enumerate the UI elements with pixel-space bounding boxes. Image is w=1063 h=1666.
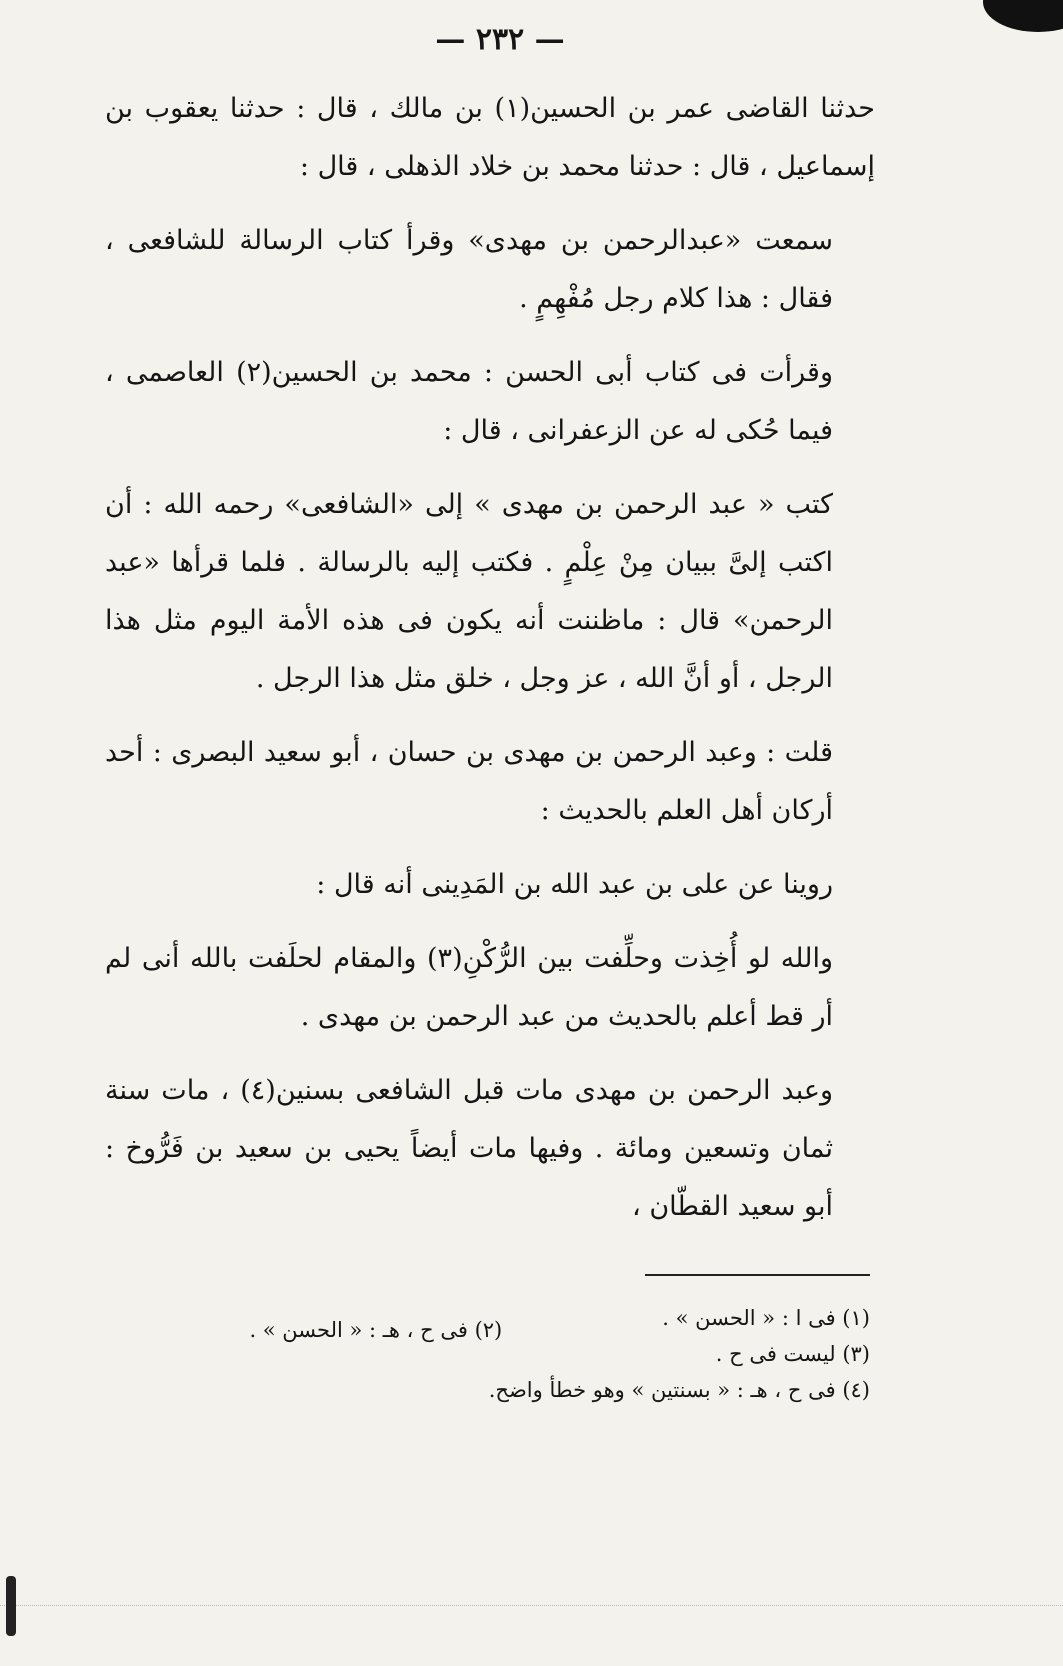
footnote-row-1 bbox=[249, 1300, 870, 1342]
page-number: — ٢٣٢ — bbox=[435, 22, 565, 57]
main-text bbox=[105, 80, 875, 1252]
paragraph-8: وعبد الرحمن بن مهدى مات قبل الشافعى بسنين(٤) ، مات سنة ثمان وتسعين ومائة . وفيها مات أيضاً يحيى بن سعيد بن فَرُّوخ : أبو سعيد القطّان ، bbox=[105, 1075, 833, 1222]
paragraph-7: والله لو أُخِذت وحلِّفت بين الرُّكْنِ(٣) والمقام لحلَفت بالله أنى لم أر قط أعلم بالحديث من عبد الرحمن بن مهدى . bbox=[105, 943, 833, 1032]
footnote-row-3 bbox=[250, 1372, 870, 1408]
footnote-1: (١) فى ا : « الحسن » . bbox=[662, 1306, 870, 1330]
scan-bottom-edge bbox=[0, 1605, 1063, 1606]
paragraph-2: سمعت «عبدالرحمن بن مهدى» وقرأ كتاب الرسالة للشافعى ، فقال : هذا كلام رجل مُفْهِمٍ . bbox=[105, 225, 833, 314]
footnote-3: (٣) ليست فى ح . bbox=[715, 1342, 870, 1366]
paragraph-4: كتب « عبد الرحمن بن مهدى » إلى «الشافعى» رحمه الله : أن اكتب إلىَّ ببيان مِنْ عِلْمٍ . فكتب إليه بالرسالة . فلما قرأها «عبد الرحمن» قال : ماظننت أنه يكون فى هذه الأمة اليوم مثل هذا الرجل ، أو أنَّ الله ، عز وجل ، خلق مثل هذا الرجل . bbox=[105, 489, 833, 694]
paragraph-1: حدثنا القاضى عمر بن الحسين(١) بن مالك ، قال : حدثنا يعقوب بن إسماعيل ، قال : حدثنا محمد بن خلاد الذهلى ، قال : bbox=[105, 93, 875, 182]
footnote-4: (٤) فى ح ، هـ : « بسنتين » وهو خطأ واضح. bbox=[488, 1378, 870, 1402]
footnote-2: (٢) فى ح ، هـ : « الحسن » . bbox=[249, 1318, 503, 1342]
paragraph-5: قلت : وعبد الرحمن بن مهدى بن حسان ، أبو سعيد البصرى : أحد أركان أهل العلم بالحديث : bbox=[105, 737, 833, 826]
scan-edge-mark bbox=[6, 1576, 16, 1636]
footnote-divider bbox=[645, 1274, 870, 1276]
paragraph-3: وقرأت فى كتاب أبى الحسن : محمد بن الحسين(٢) العاصمى ، فيما حُكى له عن الزعفرانى ، قال : bbox=[105, 357, 833, 446]
footnotes bbox=[250, 1300, 870, 1408]
paragraph-6: روينا عن على بن عبد الله بن المَدِينى أنه قال : bbox=[316, 869, 833, 900]
